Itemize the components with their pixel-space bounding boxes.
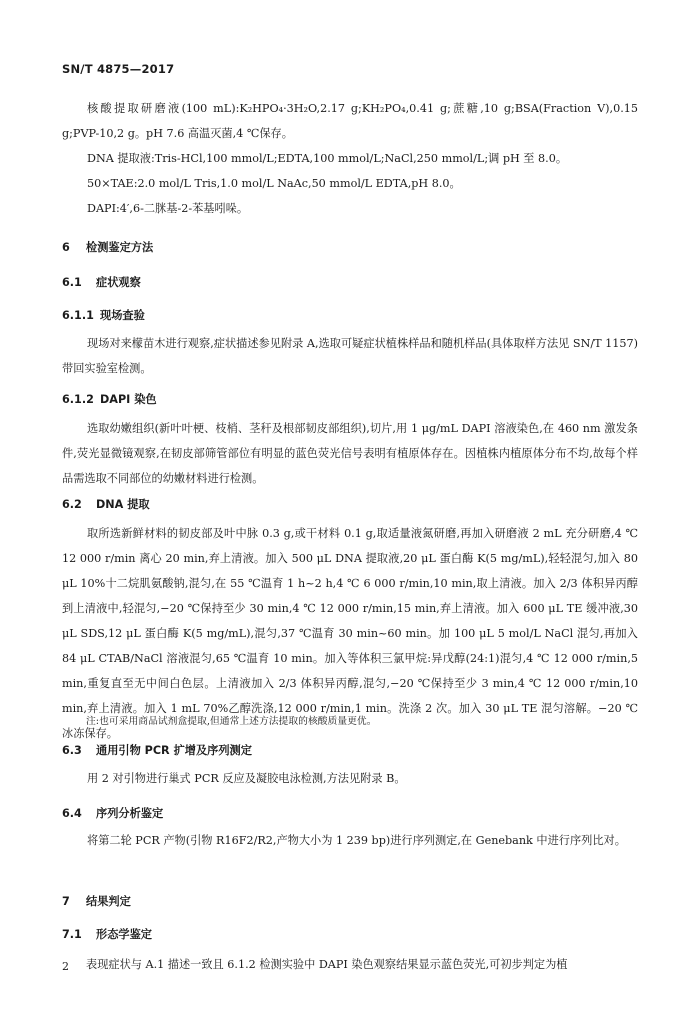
section-number: 7 — [62, 895, 70, 908]
section-number: 6.2 — [62, 498, 82, 511]
section-title: DAPI 染色 — [100, 393, 157, 406]
section-7-1-body: 表现症状与 A.1 描述一致且 6.1.2 检测实验中 DAPI 染色观察结果显示蓝色荧光,可初步判定为植 — [86, 958, 568, 971]
section-6-3-body: 用 2 对引物进行巢式 PCR 反应及凝胶电泳检测,方法见附录 B。 — [87, 772, 406, 785]
section-number: 6.1 — [62, 276, 82, 289]
section-7-1-heading — [62, 926, 152, 942]
section-6-3-heading — [62, 742, 252, 758]
section-6-1-1-heading — [62, 307, 145, 323]
section-title: 形态学鉴定 — [96, 928, 152, 941]
section-title: 症状观察 — [96, 276, 141, 289]
section-title: 现场查验 — [100, 309, 145, 322]
section-6-2-heading — [62, 496, 150, 512]
section-number: 6.1.2 — [62, 393, 94, 406]
reagent-tae-buffer: 50×TAE:2.0 mol/L Tris,1.0 mol/L NaAc,50 mmol/L EDTA,pH 8.0。 — [87, 177, 461, 190]
section-6-4-heading — [62, 805, 163, 821]
section-7-heading — [62, 893, 131, 909]
standard-id-header: SN/T 4875—2017 — [62, 62, 175, 76]
section-6-2-note: 注:也可采用商品试剂盒提取,但通常上述方法提取的核酸质量更优。 — [86, 716, 377, 727]
section-6-4-body: 将第二轮 PCR 产物(引物 R16F2/R2,产物大小为 1 239 bp)进行序列测定,在 Genebank 中进行序列比对。 — [87, 834, 626, 847]
section-title: 检测鉴定方法 — [86, 241, 154, 254]
section-number: 6.1.1 — [62, 309, 94, 322]
section-6-heading — [62, 239, 153, 255]
section-title: DNA 提取 — [96, 498, 150, 511]
section-number: 7.1 — [62, 928, 82, 941]
reagent-grinding-buffer: 核酸提取研磨液(100 mL):K₂HPO₄·3H₂O,2.17 g;KH₂PO₄,0.41 g;蔗糖,10 g;BSA(Fraction V),0.15 g;PVP-10,2 g。pH 7.6 高温灭菌,4 ℃保存。 — [62, 102, 638, 140]
section-6-2-body: 取所选新鲜材料的韧皮部及叶中脉 0.3 g,或干材料 0.1 g,取适量液氮研磨,再加入研磨液 2 mL 充分研磨,4 ℃ 12 000 r/min 离心 20 min,弃上清液。加入 500 μL DNA 提取液,20 μL 蛋白酶 K(5 mg/mL),轻轻混匀,加入 80 μL 10%十二烷肌氨酸钠,混匀,在 55 ℃温育 1 h~2 h,4 ℃ 6 000 r/min,10 min,取上清液。加入 2/3 体积异丙醇到上清液中,轻混匀,−20 ℃保持至少 30 min,4 ℃ 12 000 r/min,15 min,弃上清液。加入 600 μL TE 缓冲液,30 μL SDS,12 μL 蛋白酶 K(5 mg/mL),混匀,37 ℃温育 30 min~60 min。加 100 μL 5 mol/L NaCl 混匀,再加入 84 μL CTAB/NaCl 溶液混匀,65 ℃温育 10 min。加入等体积三氯甲烷:异戊醇(24:1)混匀,4 ℃ 12 000 r/min,5 min,重复直至无中间白色层。上清液加入 2/3 体积异丙醇,混匀,−20 ℃保持至少 3 min,4 ℃ 12 000 r/min,10 min,弃上清液。加入 1 mL 70%乙醇洗涤,12 000 r/min,1 min。洗涤 2 次。加入 30 μL TE 混匀溶解。−20 ℃冰冻保存。 — [62, 527, 638, 740]
section-6-1-1-body: 现场对来檬苗木进行观察,症状描述参见附录 A,选取可疑症状植株样品和随机样品(具体取样方法见 SN/T 1157)带回实验室检测。 — [62, 337, 638, 375]
section-number: 6.3 — [62, 744, 82, 757]
section-6-1-2-body: 选取幼嫩组织(新叶叶梗、枝梢、茎秆及根部韧皮部组织),切片,用 1 μg/mL DAPI 溶液染色,在 460 nm 激发条件,荧光显微镜观察,在韧皮部筛管部位有明显的蓝色荧光信号表明有植原体存在。因植株内植原体分布不均,故每个样品需选取不同部位的幼嫩材料进行检测。 — [62, 422, 638, 485]
section-number: 6 — [62, 241, 70, 254]
reagent-dapi: DAPI:4′,6-二脒基-2-苯基吲哚。 — [87, 202, 249, 215]
reagent-dna-extraction-buffer: DNA 提取液:Tris-HCl,100 mmol/L;EDTA,100 mmol/L;NaCl,250 mmol/L;调 pH 至 8.0。 — [87, 152, 568, 165]
section-6-1-2-heading — [62, 391, 157, 407]
section-6-1-heading — [62, 274, 141, 290]
page-number: 2 — [62, 960, 69, 973]
section-title: 序列分析鉴定 — [96, 807, 164, 820]
section-number: 6.4 — [62, 807, 82, 820]
section-title: 结果判定 — [86, 895, 131, 908]
section-title: 通用引物 PCR 扩增及序列测定 — [96, 744, 252, 757]
